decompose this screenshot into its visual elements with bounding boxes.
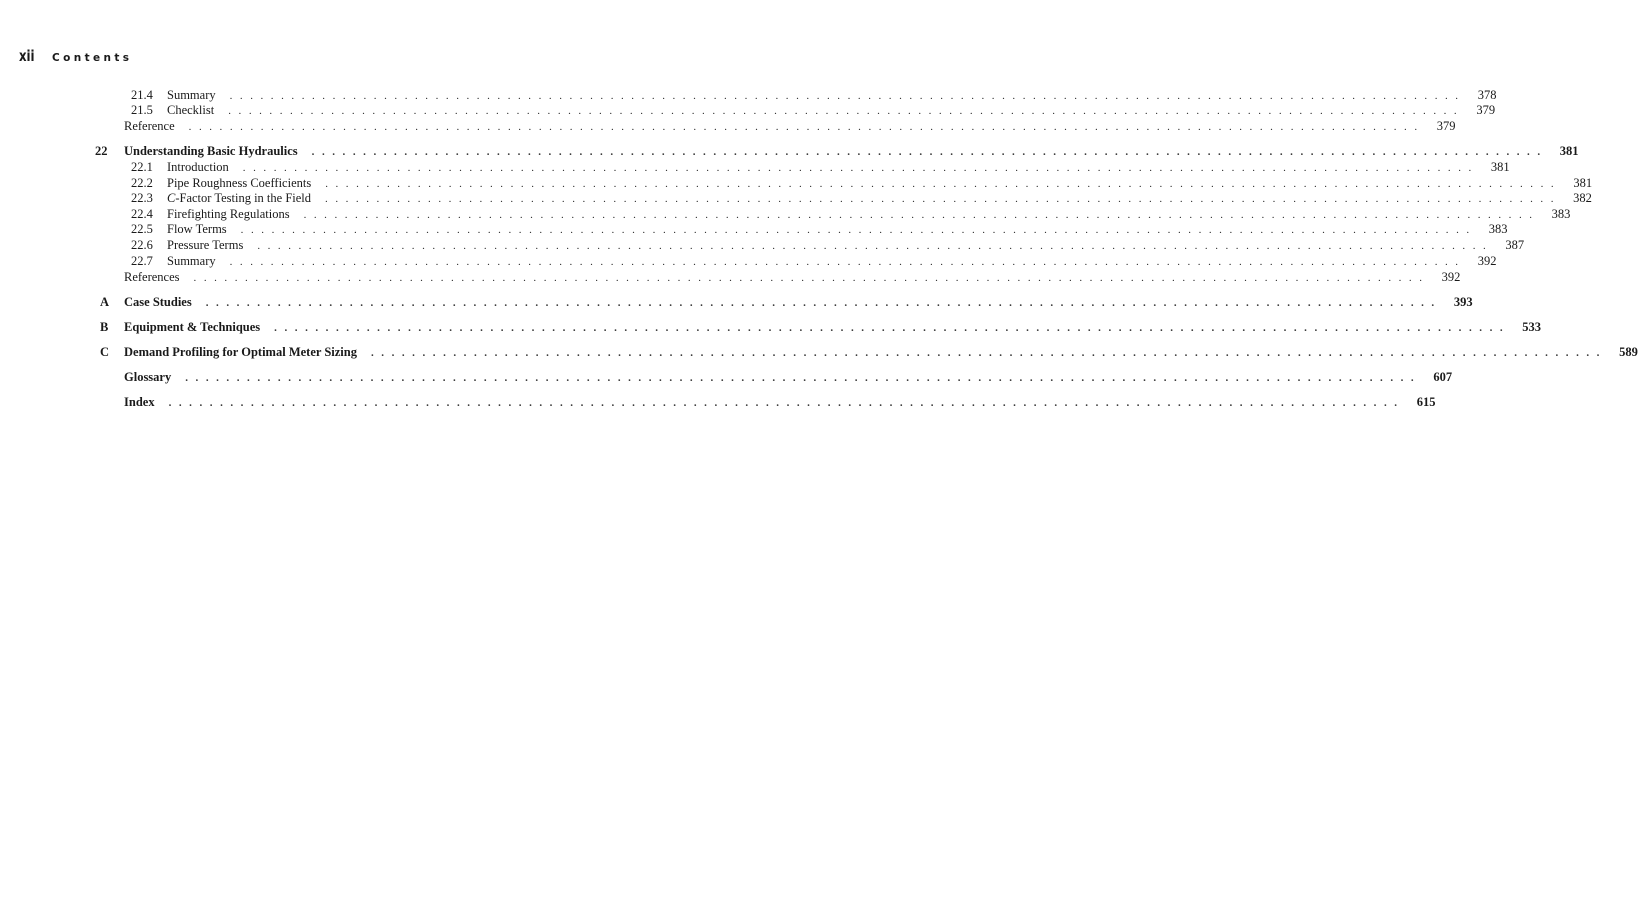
toc-entry-title [124,295,192,310]
toc-entry-title-text: Pipe Roughness Coefficients [167,176,312,190]
toc-entry-number: 22.5 [131,222,153,236]
toc-entry-title [124,345,357,360]
toc-entry[interactable] [131,207,1571,223]
toc-entry-title [124,320,260,335]
toc-entry[interactable] [100,295,1473,311]
toc-entry-page: 387 [1505,238,1525,252]
toc-entry-page: 379 [1476,103,1496,117]
dot-leader: . . . . . . . . . . . . . . . . . . . . . . . . . . . . . . . . . . . . . . . . . . . . . . . . . . . . . . . . . . . . . . . . . . . . . . . . . . . . . . . . . . . . . . . . . . . . . . . . . . . . . . . . . . . . . . . . . . . . . . . . [228,105,1460,117]
toc-entry-title-text: Equipment & Techniques [124,320,261,334]
toc-entry[interactable] [131,88,1497,104]
dot-leader: . . . . . . . . . . . . . . . . . . . . . . . . . . . . . . . . . . . . . . . . . . . . . . . . . . . . . . . . . . . . . . . . . . . . . . . . . . . . . . . . . . . . . . . . . . . . . . . . . . . . . . . . . . . . . . . . . . . . . . . . [188,121,1420,133]
toc-entry-number: 22.7 [131,254,153,268]
toc-entry-title [167,160,229,175]
toc-entry-title-text: Reference [124,119,175,133]
dot-leader: . . . . . . . . . . . . . . . . . . . . . . . . . . . . . . . . . . . . . . . . . . . . . . . . . . . . . . . . . . . . . . . . . . . . . . . . . . . . . . . . . . . . . . . . . . . . . . . . . . . . . . . . . . . . . . . . . . . . . . . . [257,240,1489,252]
toc-entry-title [167,88,216,103]
toc-entry-title [167,191,311,206]
toc-entry-title-text: Summary [167,254,216,268]
toc-entry[interactable] [131,222,1508,238]
toc-entry-number: 22.4 [131,207,153,221]
dot-leader: . . . . . . . . . . . . . . . . . . . . . . . . . . . . . . . . . . . . . . . . . . . . . . . . . . . . . . . . . . . . . . . . . . . . . . . . . . . . . . . . . . . . . . . . . . . . . . . . . . . . . . . . . . . . . . . . . . . . . . . . [205,297,1437,309]
toc-entry-number: A [100,295,110,309]
toc-entry-page: 383 [1551,207,1571,221]
toc-entry-number: 22 [95,144,108,158]
toc-entry-title-text: Checklist [167,103,215,117]
toc-entry[interactable] [100,345,1638,361]
dot-leader: . . . . . . . . . . . . . . . . . . . . . . . . . . . . . . . . . . . . . . . . . . . . . . . . . . . . . . . . . . . . . . . . . . . . . . . . . . . . . . . . . . . . . . . . . . . . . . . . . . . . . . . . . . . . . . . . . . . . . . . . [229,256,1461,268]
toc-entry-title [167,207,290,222]
dot-leader: . . . . . . . . . . . . . . . . . . . . . . . . . . . . . . . . . . . . . . . . . . . . . . . . . . . . . . . . . . . . . . . . . . . . . . . . . . . . . . . . . . . . . . . . . . . . . . . . . . . . . . . . . . . . . . . . . . . . . . . . [193,272,1425,284]
toc-entry-number: 22.3 [131,191,153,205]
toc-entry-title-text: Summary [167,88,216,102]
toc-entry-page: 383 [1488,222,1508,236]
toc-entry-title [167,103,214,118]
toc-entry[interactable] [131,191,1592,207]
dot-leader: . . . . . . . . . . . . . . . . . . . . . . . . . . . . . . . . . . . . . . . . . . . . . . . . . . . . . . . . . . . . . . . . . . . . . . . . . . . . . . . . . . . . . . . . . . . . . . . . . . . . . . . . . . . . . . . . . . . . . . . . [229,90,1461,102]
toc-entry-page: 381 [1559,144,1579,158]
toc-entry-page: 533 [1522,320,1542,334]
toc-entry[interactable] [100,320,1542,336]
toc-entry[interactable] [124,370,1453,386]
toc-entry-number: C [100,345,110,359]
running-title: Contents [51,52,133,64]
toc-entry-number: 21.5 [131,103,153,117]
toc-entry-number: 22.2 [131,176,153,190]
toc-entry-title-text: Firefighting Regulations [167,207,290,221]
page-folio: xii [19,47,35,65]
dot-leader: . . . . . . . . . . . . . . . . . . . . . . . . . . . . . . . . . . . . . . . . . . . . . . . . . . . . . . . . . . . . . . . . . . . . . . . . . . . . . . . . . . . . . . . . . . . . . . . . . . . . . . . . . . . . . . . . . . . . . . . . [311,146,1543,158]
toc-entry[interactable] [131,176,1593,192]
toc-entry-title-text: -Factor Testing in the Field [175,191,312,205]
toc-entry-page: 392 [1441,270,1461,284]
dot-leader: . . . . . . . . . . . . . . . . . . . . . . . . . . . . . . . . . . . . . . . . . . . . . . . . . . . . . . . . . . . . . . . . . . . . . . . . . . . . . . . . . . . . . . . . . . . . . . . . . . . . . . . . . . . . . . . . . . . . . . . . [303,209,1535,221]
toc-entry-number: B [100,320,109,334]
dot-leader: . . . . . . . . . . . . . . . . . . . . . . . . . . . . . . . . . . . . . . . . . . . . . . . . . . . . . . . . . . . . . . . . . . . . . . . . . . . . . . . . . . . . . . . . . . . . . . . . . . . . . . . . . . . . . . . . . . . . . . . . [274,322,1506,334]
toc-entry-page: 615 [1416,395,1436,409]
toc-entry-title-prefix: C [167,191,176,205]
dot-leader: . . . . . . . . . . . . . . . . . . . . . . . . . . . . . . . . . . . . . . . . . . . . . . . . . . . . . . . . . . . . . . . . . . . . . . . . . . . . . . . . . . . . . . . . . . . . . . . . . . . . . . . . . . . . . . . . . . . . . . . . [242,162,1474,174]
toc-entry-title [124,144,298,159]
dot-leader: . . . . . . . . . . . . . . . . . . . . . . . . . . . . . . . . . . . . . . . . . . . . . . . . . . . . . . . . . . . . . . . . . . . . . . . . . . . . . . . . . . . . . . . . . . . . . . . . . . . . . . . . . . . . . . . . . . . . . . . . [185,372,1417,384]
toc-entry-title-text: Introduction [167,160,229,174]
dot-leader: . . . . . . . . . . . . . . . . . . . . . . . . . . . . . . . . . . . . . . . . . . . . . . . . . . . . . . . . . . . . . . . . . . . . . . . . . . . . . . . . . . . . . . . . . . . . . . . . . . . . . . . . . . . . . . . . . . . . . . . . [240,224,1472,236]
toc-entry-number: 21.4 [131,88,153,102]
toc-entry-title-text: Glossary [124,370,172,384]
toc-entry-title [167,254,216,269]
toc-entry-page: 393 [1453,295,1473,309]
toc-entry-title [167,176,311,191]
toc-entry[interactable] [124,270,1461,286]
toc-entry-page: 381 [1573,176,1593,190]
toc-entry[interactable] [131,103,1496,119]
dot-leader: . . . . . . . . . . . . . . . . . . . . . . . . . . . . . . . . . . . . . . . . . . . . . . . . . . . . . . . . . . . . . . . . . . . . . . . . . . . . . . . . . . . . . . . . . . . . . . . . . . . . . . . . . . . . . . . . . . . . . . . . [325,178,1557,190]
toc-entry-number: 22.1 [131,160,153,174]
toc-entry[interactable] [95,144,1579,160]
dot-leader: . . . . . . . . . . . . . . . . . . . . . . . . . . . . . . . . . . . . . . . . . . . . . . . . . . . . . . . . . . . . . . . . . . . . . . . . . . . . . . . . . . . . . . . . . . . . . . . . . . . . . . . . . . . . . . . . . . . . . . . . [325,193,1556,205]
toc-entry-title-text: Demand Profiling for Optimal Meter Sizing [124,345,357,359]
toc-entry-title-text: Flow Terms [167,222,227,236]
toc-entry-page: 381 [1490,160,1510,174]
toc-entry-page: 379 [1436,119,1456,133]
toc-entry-title [167,222,227,237]
toc-entry-page: 589 [1619,345,1638,359]
toc-entry[interactable] [131,238,1525,254]
toc-entry-title-text: Pressure Terms [167,238,244,252]
toc-entry[interactable] [131,254,1497,270]
toc-entry-page: 378 [1477,88,1497,102]
toc-entry-title [124,270,180,285]
toc-entry-title [124,119,175,134]
toc-entry-number: 22.6 [131,238,153,252]
toc-entry[interactable] [131,160,1510,176]
toc-entry[interactable] [124,395,1436,411]
toc-entry-title-text: References [124,270,180,284]
toc-entry-title-text: Understanding Basic Hydraulics [124,144,298,158]
page-header [19,47,132,65]
toc-entry-title [124,370,171,385]
toc-entry-page: 382 [1573,191,1592,205]
dot-leader: . . . . . . . . . . . . . . . . . . . . . . . . . . . . . . . . . . . . . . . . . . . . . . . . . . . . . . . . . . . . . . . . . . . . . . . . . . . . . . . . . . . . . . . . . . . . . . . . . . . . . . . . . . . . . . . . . . . . . . . . [168,397,1400,409]
toc-entry-title-text: Index [124,395,155,409]
toc-entry-page: 607 [1433,370,1453,384]
toc-entry-title-text: Case Studies [124,295,192,309]
toc-entry-title [167,238,243,253]
dot-leader: . . . . . . . . . . . . . . . . . . . . . . . . . . . . . . . . . . . . . . . . . . . . . . . . . . . . . . . . . . . . . . . . . . . . . . . . . . . . . . . . . . . . . . . . . . . . . . . . . . . . . . . . . . . . . . . . . . . . . . . . [370,347,1602,359]
toc-entry-title [124,395,155,410]
toc-entry[interactable] [124,119,1456,135]
toc-entry-page: 392 [1477,254,1497,268]
